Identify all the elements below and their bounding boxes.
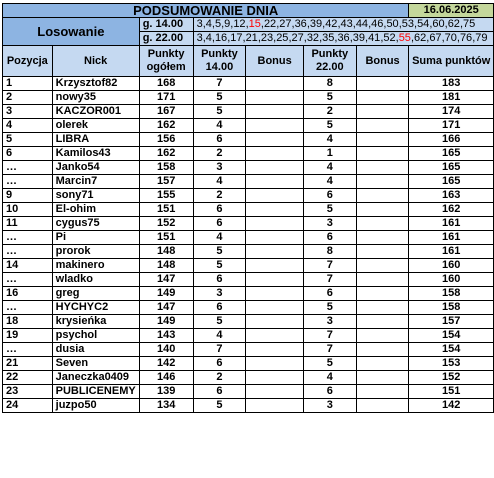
draw-number: 32 [306, 32, 320, 44]
bonus-14-cell [246, 357, 304, 371]
points-14-cell: 5 [193, 105, 246, 119]
total-points-cell: 168 [139, 77, 193, 91]
bonus-14-cell [246, 91, 304, 105]
pos-cell: … [3, 161, 53, 175]
draw-time-22: g. 22.00 [139, 32, 193, 46]
sum-cell: 165 [409, 147, 494, 161]
draw-number: 60 [432, 18, 445, 30]
draw-number: 3 [196, 32, 203, 44]
draw-number: 70 [444, 32, 457, 44]
bonus-22-cell [356, 245, 409, 259]
total-points-cell: 151 [139, 231, 193, 245]
points-22-cell: 5 [303, 301, 356, 315]
pos-cell: 9 [3, 189, 53, 203]
sum-cell: 157 [409, 315, 494, 329]
points-14-cell: 4 [193, 119, 246, 133]
bonus-22-cell [356, 343, 409, 357]
total-points-cell: 134 [139, 399, 193, 413]
points-14-cell: 7 [193, 77, 246, 91]
draw-number: 27 [291, 32, 304, 44]
nick-cell: dusia [52, 343, 139, 357]
points-22-cell: 8 [303, 77, 356, 91]
pos-cell: … [3, 273, 53, 287]
page-title: PODSUMOWANIE DNIA [3, 4, 409, 18]
nick-cell: nowy35 [52, 91, 139, 105]
total-points-cell: 167 [139, 105, 193, 119]
pos-cell: 14 [3, 259, 53, 273]
col-pos: Pozycja [3, 46, 53, 77]
bonus-14-cell [246, 315, 304, 329]
total-points-cell: 139 [139, 385, 193, 399]
bonus-22-cell [356, 315, 409, 329]
nick-cell: cygus75 [52, 217, 139, 231]
sum-cell: 160 [409, 273, 494, 287]
draw-number: 55 [398, 32, 411, 44]
nick-cell: Janeczka0409 [52, 371, 139, 385]
bonus-14-cell [246, 217, 304, 231]
points-14-cell: 4 [193, 231, 246, 245]
summary-sheet [2, 3, 494, 413]
bonus-14-cell [246, 105, 304, 119]
points-22-cell: 7 [303, 343, 356, 357]
bonus-14-cell [246, 371, 304, 385]
draw-number: 4 [205, 32, 212, 44]
sum-cell: 142 [409, 399, 494, 413]
table-row [3, 147, 494, 161]
column-header-row [3, 46, 494, 77]
draw-number: 41 [368, 32, 381, 44]
table-row [3, 91, 494, 105]
draw-number: 36 [337, 32, 350, 44]
points-22-cell: 6 [303, 231, 356, 245]
table-row [3, 203, 494, 217]
nick-cell: psychol [52, 329, 139, 343]
points-22-cell: 7 [303, 273, 356, 287]
date-label: 16.06.2025 [409, 4, 494, 18]
nick-cell: prorok [52, 245, 139, 259]
draw-number: 4 [205, 18, 212, 30]
points-14-cell: 3 [193, 161, 246, 175]
draw-number: 27 [279, 18, 292, 30]
sum-cell: 161 [409, 245, 494, 259]
pos-cell: 1 [3, 77, 53, 91]
sum-cell: 162 [409, 203, 494, 217]
bonus-22-cell [356, 147, 409, 161]
total-points-cell: 148 [139, 245, 193, 259]
points-14-cell: 4 [193, 175, 246, 189]
points-22-cell: 7 [303, 259, 356, 273]
draw-number: 9 [224, 18, 231, 30]
points-22-cell: 1 [303, 147, 356, 161]
table-row [3, 245, 494, 259]
sum-cell: 154 [409, 343, 494, 357]
bonus-14-cell [246, 245, 304, 259]
bonus-22-cell [356, 77, 409, 91]
draw-row-1 [3, 18, 494, 32]
draw-number: 17 [230, 32, 243, 44]
sum-cell: 166 [409, 133, 494, 147]
draw-number: 5 [214, 18, 222, 30]
bonus-22-cell [356, 357, 409, 371]
bonus-22-cell [356, 119, 409, 133]
draw-number: 21 [245, 32, 258, 44]
pos-cell: 4 [3, 119, 53, 133]
draw-number: 35 [322, 32, 335, 44]
bonus-14-cell [246, 259, 304, 273]
bonus-22-cell [356, 175, 409, 189]
points-22-cell: 6 [303, 287, 356, 301]
bonus-14-cell [246, 329, 304, 343]
total-points-cell: 146 [139, 371, 193, 385]
sum-cell: 174 [409, 105, 494, 119]
bonus-22-cell [356, 301, 409, 315]
sum-cell: 181 [409, 91, 494, 105]
total-points-cell: 149 [139, 315, 193, 329]
nick-cell: olerek [52, 119, 139, 133]
title-row [3, 4, 494, 18]
total-points-cell: 156 [139, 133, 193, 147]
pos-cell: … [3, 301, 53, 315]
points-14-cell: 6 [193, 357, 246, 371]
total-points-cell: 149 [139, 287, 193, 301]
draw-number: 23 [260, 32, 274, 44]
total-points-cell: 151 [139, 203, 193, 217]
nick-cell: Seven [52, 357, 139, 371]
points-22-cell: 8 [303, 245, 356, 259]
points-22-cell: 4 [303, 161, 356, 175]
points-14-cell: 5 [193, 245, 246, 259]
bonus-22-cell [356, 189, 409, 203]
sum-cell: 161 [409, 217, 494, 231]
pos-cell: 22 [3, 371, 53, 385]
sum-cell: 153 [409, 357, 494, 371]
points-14-cell: 6 [193, 217, 246, 231]
points-14-cell: 4 [193, 329, 246, 343]
points-22-cell: 6 [303, 189, 356, 203]
total-points-cell: 142 [139, 357, 193, 371]
pos-cell: … [3, 245, 53, 259]
draw-number: 42 [325, 18, 338, 30]
points-14-cell: 5 [193, 259, 246, 273]
nick-cell: HYCHYC2 [52, 301, 139, 315]
bonus-22-cell [356, 133, 409, 147]
points-14-cell: 6 [193, 133, 246, 147]
pos-cell: 11 [3, 217, 53, 231]
table-row [3, 259, 494, 273]
table-row [3, 161, 494, 175]
bonus-14-cell [246, 133, 304, 147]
points-14-cell: 6 [193, 385, 246, 399]
sum-cell: 165 [409, 161, 494, 175]
sum-cell: 152 [409, 371, 494, 385]
bonus-14-cell [246, 399, 304, 413]
bonus-22-cell [356, 273, 409, 287]
points-22-cell: 5 [303, 119, 356, 133]
sum-cell: 160 [409, 259, 494, 273]
pos-cell: 6 [3, 147, 53, 161]
bonus-22-cell [356, 217, 409, 231]
pos-cell: 19 [3, 329, 53, 343]
sum-cell: 154 [409, 329, 494, 343]
nick-cell: makinero [52, 259, 139, 273]
losowanie-label: Losowanie [3, 18, 140, 46]
table-row [3, 371, 494, 385]
col-p22: Punkty 22.00 [303, 46, 356, 77]
draw-number: 79 [475, 32, 488, 44]
draw-number: 46 [371, 18, 384, 30]
draw-number: 39 [352, 32, 365, 44]
draw-number: 50 [386, 18, 399, 30]
total-points-cell: 147 [139, 301, 193, 315]
bonus-14-cell [246, 231, 304, 245]
points-14-cell: 2 [193, 147, 246, 161]
pos-cell: 2 [3, 91, 53, 105]
draw-number: 54 [417, 18, 430, 30]
nick-cell: PUBLICENEMY [52, 385, 139, 399]
nick-cell: El-ohim [52, 203, 139, 217]
nick-cell: KACZOR001 [52, 105, 139, 119]
table-row [3, 343, 494, 357]
pos-cell: 16 [3, 287, 53, 301]
draw-number: 62 [414, 32, 427, 44]
col-p14: Punkty 14.00 [193, 46, 246, 77]
nick-cell: juzpo50 [52, 399, 139, 413]
col-bonus-14: Bonus [246, 46, 304, 77]
sum-cell: 161 [409, 231, 494, 245]
bonus-22-cell [356, 385, 409, 399]
draw-number: 36 [294, 18, 307, 30]
bonus-22-cell [356, 259, 409, 273]
draw-numbers-22: 3,4,16,17,21,23,25,27,32,35,36,39,41,52,55,62,67,70,76,79 [193, 32, 493, 46]
nick-cell: LIBRA [52, 133, 139, 147]
bonus-14-cell [246, 175, 304, 189]
pos-cell: 23 [3, 385, 53, 399]
sum-cell: 163 [409, 189, 494, 203]
pos-cell: 3 [3, 105, 53, 119]
table-row [3, 315, 494, 329]
draw-number: 62 [447, 18, 460, 30]
draw-number: 75 [463, 18, 476, 30]
total-points-cell: 148 [139, 259, 193, 273]
total-points-cell: 155 [139, 189, 193, 203]
sum-cell: 183 [409, 77, 494, 91]
draw-number: 53 [401, 18, 414, 30]
draw-number: 44 [355, 18, 369, 30]
points-22-cell: 5 [303, 91, 356, 105]
draw-number: 25 [276, 32, 289, 44]
pos-cell: … [3, 175, 53, 189]
bonus-14-cell [246, 119, 304, 133]
table-row [3, 77, 494, 91]
points-14-cell: 5 [193, 399, 246, 413]
bonus-14-cell [246, 77, 304, 91]
draw-number: 52 [383, 32, 396, 44]
bonus-14-cell [246, 273, 304, 287]
points-14-cell: 5 [193, 315, 246, 329]
pos-cell: 24 [3, 399, 53, 413]
draw-numbers-14: 3,4,5,9,12,15,22,27,36,39,42,43,44,46,50,53,54,60,62,75 [193, 18, 493, 32]
table-row [3, 273, 494, 287]
points-22-cell: 3 [303, 399, 356, 413]
bonus-22-cell [356, 105, 409, 119]
table-row [3, 133, 494, 147]
pos-cell: 5 [3, 133, 53, 147]
summary-table [2, 3, 494, 413]
draw-number: 3 [196, 18, 203, 30]
points-14-cell: 2 [193, 371, 246, 385]
total-points-cell: 157 [139, 175, 193, 189]
bonus-14-cell [246, 189, 304, 203]
bonus-22-cell [356, 231, 409, 245]
bonus-14-cell [246, 343, 304, 357]
points-22-cell: 6 [303, 385, 356, 399]
draw-number: 76 [459, 32, 473, 44]
total-points-cell: 171 [139, 91, 193, 105]
pos-cell: … [3, 231, 53, 245]
sum-cell: 158 [409, 287, 494, 301]
points-14-cell: 6 [193, 273, 246, 287]
total-points-cell: 140 [139, 343, 193, 357]
table-row [3, 231, 494, 245]
nick-cell: greg [52, 287, 139, 301]
nick-cell: Kamilos43 [52, 147, 139, 161]
table-row [3, 175, 494, 189]
nick-cell: krysieńka [52, 315, 139, 329]
pos-cell: 10 [3, 203, 53, 217]
pos-cell: 21 [3, 357, 53, 371]
bonus-14-cell [246, 161, 304, 175]
draw-number: 67 [429, 32, 442, 44]
total-points-cell: 162 [139, 119, 193, 133]
draw-number: 16 [214, 32, 228, 44]
col-nick: Nick [52, 46, 139, 77]
table-row [3, 189, 494, 203]
points-22-cell: 2 [303, 105, 356, 119]
nick-cell: Pi [52, 231, 139, 245]
draw-number: 39 [309, 18, 323, 30]
nick-cell: sony71 [52, 189, 139, 203]
bonus-22-cell [356, 91, 409, 105]
sum-cell: 151 [409, 385, 494, 399]
total-points-cell: 162 [139, 147, 193, 161]
bonus-22-cell [356, 371, 409, 385]
bonus-22-cell [356, 287, 409, 301]
draw-number: 15 [248, 18, 261, 30]
points-14-cell: 6 [193, 203, 246, 217]
points-14-cell: 6 [193, 301, 246, 315]
table-row [3, 329, 494, 343]
nick-cell: Krzysztof82 [52, 77, 139, 91]
points-22-cell: 3 [303, 217, 356, 231]
bonus-14-cell [246, 203, 304, 217]
total-points-cell: 143 [139, 329, 193, 343]
points-14-cell: 7 [193, 343, 246, 357]
bonus-14-cell [246, 287, 304, 301]
nick-cell: wladko [52, 273, 139, 287]
col-bonus-22: Bonus [356, 46, 409, 77]
total-points-cell: 152 [139, 217, 193, 231]
bonus-14-cell [246, 147, 304, 161]
total-points-cell: 158 [139, 161, 193, 175]
table-row [3, 357, 494, 371]
bonus-14-cell [246, 301, 304, 315]
table-row [3, 385, 494, 399]
table-row [3, 287, 494, 301]
table-row [3, 105, 494, 119]
draw-number: 12 [233, 18, 246, 30]
bonus-22-cell [356, 203, 409, 217]
points-22-cell: 5 [303, 357, 356, 371]
points-22-cell: 5 [303, 203, 356, 217]
col-sum: Suma punktów [409, 46, 494, 77]
points-14-cell: 2 [193, 189, 246, 203]
points-22-cell: 4 [303, 371, 356, 385]
draw-number: 43 [340, 18, 353, 30]
bonus-14-cell [246, 385, 304, 399]
points-22-cell: 7 [303, 329, 356, 343]
col-total: Punkty ogółem [139, 46, 193, 77]
total-points-cell: 147 [139, 273, 193, 287]
draw-number: 22 [263, 18, 277, 30]
sum-cell: 171 [409, 119, 494, 133]
points-14-cell: 3 [193, 287, 246, 301]
bonus-22-cell [356, 161, 409, 175]
points-14-cell: 5 [193, 91, 246, 105]
table-row [3, 217, 494, 231]
sum-cell: 165 [409, 175, 494, 189]
nick-cell: Marcin7 [52, 175, 139, 189]
table-row [3, 301, 494, 315]
nick-cell: Janko54 [52, 161, 139, 175]
sum-cell: 158 [409, 301, 494, 315]
bonus-22-cell [356, 329, 409, 343]
table-row [3, 399, 494, 413]
pos-cell: … [3, 343, 53, 357]
bonus-22-cell [356, 399, 409, 413]
pos-cell: 18 [3, 315, 53, 329]
table-row [3, 119, 494, 133]
points-22-cell: 3 [303, 315, 356, 329]
points-22-cell: 4 [303, 175, 356, 189]
points-22-cell: 4 [303, 133, 356, 147]
draw-time-14: g. 14.00 [139, 18, 193, 32]
